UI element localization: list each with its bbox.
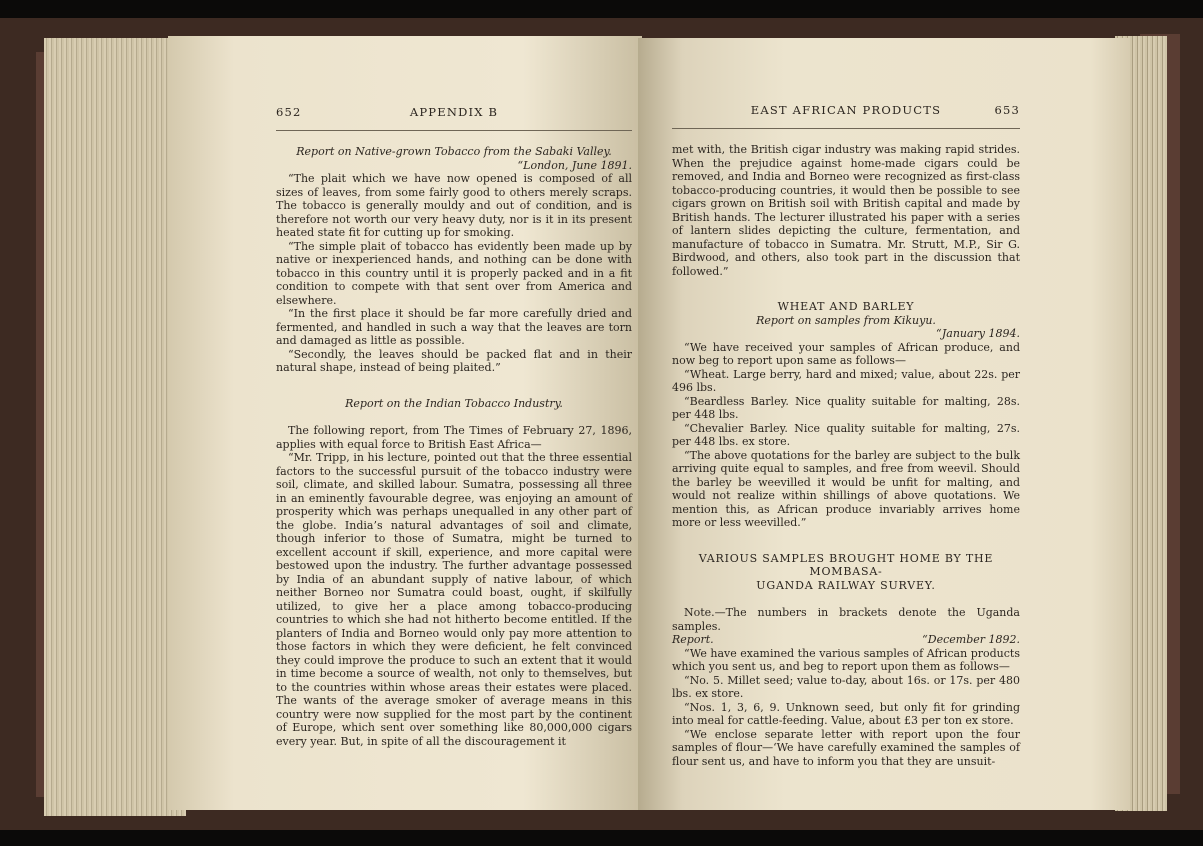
report-label: Report.	[672, 633, 714, 646]
header-rule	[276, 130, 632, 131]
paragraph: “The plait which we have now opened is composed of all sizes of leaves, from some fairly good to others merely scraps. The tobacco is generally mouldy and out of condition, and is therefore not worth our very heavy duty, nor is it in its present heated state fit for cutting up for smoking.	[276, 172, 632, 239]
page-number: 652	[276, 105, 302, 119]
section-heading: VARIOUS SAMPLES BROUGHT HOME BY THE MOMBASA-	[698, 551, 994, 578]
paragraph: The following report, from The Times of February 27, 1896, applies with equal force to British East Africa—	[276, 424, 632, 451]
paragraph: “The simple plait of tobacco has evidently been made up by native or inexperienced hands, and nothing can be done with tobacco in this country until it is properly packed and in a fit condition to compete with that sent over from America and elsewhere.	[276, 239, 632, 307]
page-number: 653	[994, 103, 1020, 117]
paragraph: “Chevalier Barley. Nice quality suitable for malting, 27s. per 448 lbs. ex store.	[672, 421, 1020, 448]
section-title: Report on the Indian Tobacco Industry.	[345, 396, 563, 410]
dateline: “January 1894.	[935, 327, 1020, 340]
dateline: “December 1892.	[922, 633, 1020, 646]
left-running-head	[276, 106, 632, 124]
paragraph: “No. 5. Millet seed; value to-day, about 16s. or 17s. per 480 lbs. ex store.	[672, 673, 1020, 700]
paragraph: “Wheat. Large berry, hard and mixed; value, about 22s. per 496 lbs.	[672, 367, 1020, 394]
dateline: “London, June 1891.	[517, 158, 632, 172]
note: Note.—The numbers in brackets denote the Uganda samples.	[672, 606, 1020, 633]
paragraph: “The above quotations for the barley are subject to the bulk arriving quite equal to samples, and free from weevil. Should the barley be weevilled it would be unfit for malting, and would not realize within shillings of above quotations. We mention this, as African produce invariably arrives home more or less weevilled.”	[672, 448, 1020, 529]
paragraph: “We have received your samples of African produce, and now beg to report upon same as follows—	[672, 340, 1020, 367]
section-title: Report on samples from Kikuyu.	[756, 313, 936, 327]
left-page-text	[276, 106, 632, 748]
section-heading: UGANDA RAILWAY SURVEY.	[756, 578, 936, 592]
section-title: Report on Native-grown Tobacco from the Sabaki Valley.	[296, 145, 612, 158]
paragraph: met with, the British cigar industry was making rapid strides. When the prejudice against home-made cigars could be removed, and India and Borneo were recognized as first-class tobacco-producing countries, it would then be possible to see cigars grown on British soil with British capital and made by British hands. The lecturer illustrated his paper with a series of lantern slides depicting the culture, fermentation, and manufacture of tobacco in Sumatra. Mr. Strutt, M.P., Sir G. Birdwood, and others, also took part in the discussion that followed.”	[672, 143, 1020, 278]
right-page-text	[672, 104, 1020, 768]
paragraph: “Secondly, the leaves should be packed flat and in their natural shape, instead of being plaited.”	[276, 347, 632, 374]
section-heading: WHEAT AND BARLEY	[777, 300, 915, 313]
paragraph: “In the first place it should be far more carefully dried and fermented, and handled in such a way that the leaves are torn and damaged as little as possible.	[276, 307, 632, 347]
paragraph: “Beardless Barley. Nice quality suitable for malting, 28s. per 448 lbs.	[672, 394, 1020, 421]
left-page	[168, 36, 642, 810]
paragraph: “We have examined the various samples of African products which you sent us, and beg to report upon them as follows—	[672, 646, 1020, 673]
paragraph: “We enclose separate letter with report upon the four samples of flour—‘We have carefully examined the samples of flour sent us, and have to inform you that they are unsuit-	[672, 727, 1020, 768]
report-line	[672, 633, 1020, 647]
paragraph: “Nos. 1, 3, 6, 9. Unknown seed, but only fit for grinding into meal for cattle-feeding. Value, about £3 per ton ex store.	[672, 700, 1020, 727]
left-page-stack	[44, 38, 186, 816]
running-head-title: EAST AFRICAN PRODUCTS	[750, 103, 942, 117]
right-running-head	[672, 104, 1020, 122]
running-head-title: APPENDIX B	[409, 105, 499, 119]
right-page	[638, 38, 1130, 810]
paragraph: “Mr. Tripp, in his lecture, pointed out that the three essential factors to the successful pursuit of the tobacco industry were soil, climate, and skilled labour. Sumatra, possessing all three in an eminently favourable degree, was enjoying an amount of prosperity which was perhaps unequalled in any other part of the globe. India’s natural advantages of soil and climate, though inferior to those of Sumatra, might be turned to excellent account if skill, experience, and more capital were bestowed upon the industry. The further advantage possessed by India of an abundant supply of native labour, of which neither Borneo nor Sumatra could boast, ought, if skilfully utilized, to give her a place among tobacco-producing countries to which she had not hitherto become entitled. If the planters of India and Borneo would only pay more attention to those factors in which they were deficient, he felt convinced they could improve the produce to such an extent that it would in time become a source of wealth, not only to themselves, but to the countries within whose areas their estates were placed. The wants of the average smoker of average means in this country were now supplied for the most part by the continent of Europe, which sent over something like 80,000,000 cigars every year. But, in spite of all the discouragement it	[276, 451, 632, 748]
header-rule	[672, 128, 1020, 129]
